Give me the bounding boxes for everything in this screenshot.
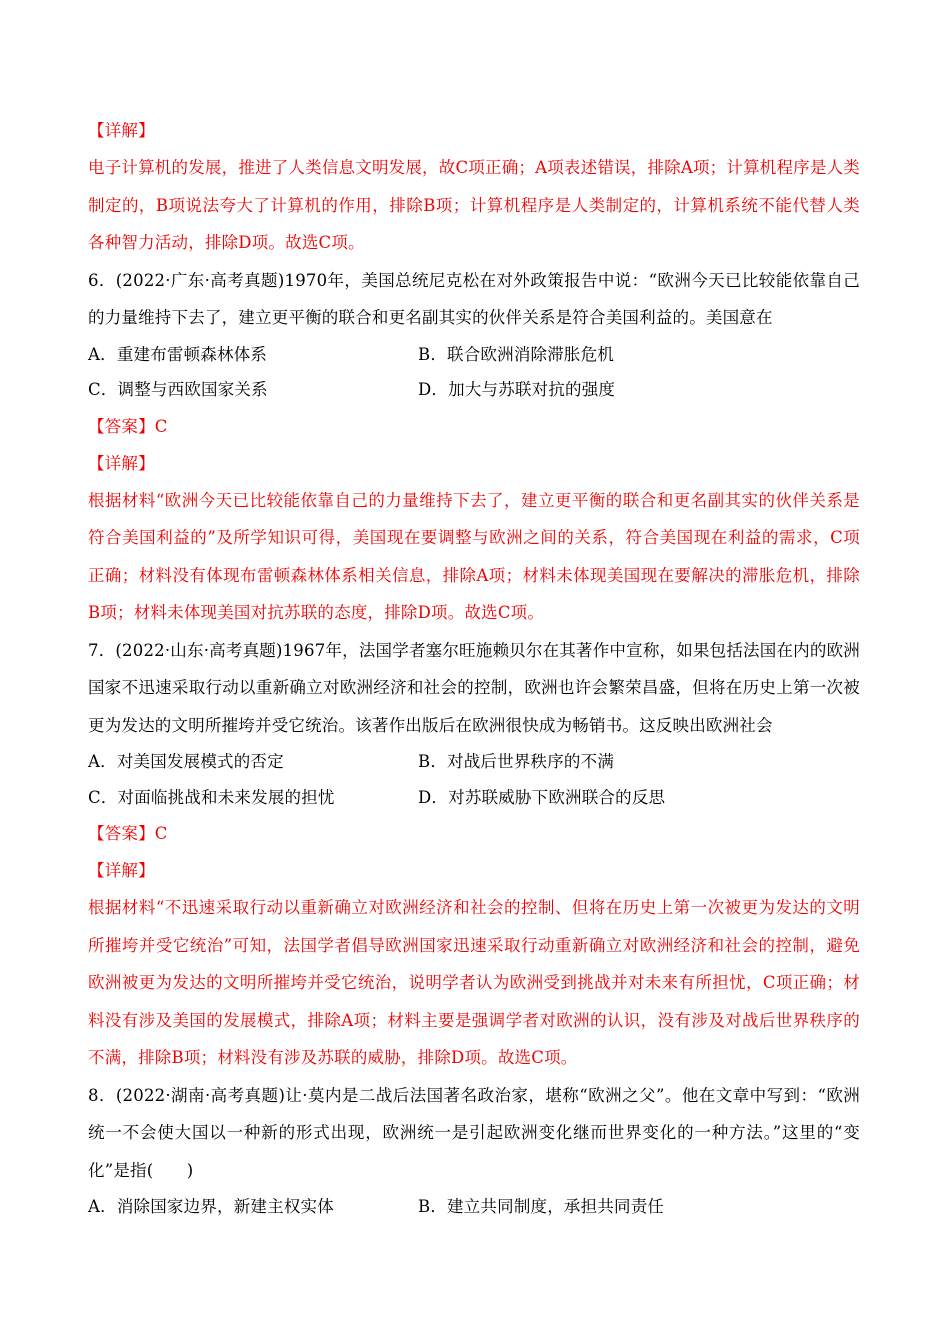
question-7-option-b: B．对战后世界秩序的不满	[418, 752, 615, 771]
question-7-answer: 【答案】C	[88, 824, 168, 843]
question-6-option-c: C．调整与西欧国家关系	[88, 380, 268, 399]
detail-text: 电子计算机的发展，推进了人类信息文明发展，故C项正确；A项表述错误，排除A项；计算机程序是人类制定的，B项说法夸大了计算机的作用，排除B项；计算机程序是人类制定的，计算机系统不能代替人类各种智力活动，排除D项。故选C项。	[88, 158, 860, 252]
question-6-options-row-1	[88, 337, 860, 373]
question-6-option-b: B．联合欧洲消除滞胀危机	[418, 344, 615, 364]
document-page	[88, 112, 860, 1225]
question-6-detail-label: 【详解】	[88, 453, 155, 473]
question-8-option-a: A．消除国家边界，新建主权实体	[88, 1197, 334, 1216]
detail-label: 【详解】	[88, 121, 155, 140]
question-6-detail-text: 根据材料“欧洲今天已比较能依靠自己的力量维持下去了，建立更平衡的联合和更名副其实的伙伴关系是符合美国利益的”及所学知识可得，美国现在要调整与欧洲之间的关系，符合美国现在利益的需求，C项正确；材料没有体现布雷顿森林体系相关信息，排除A项；材料未体现美国现在要解决的滞胀危机，排除B项；材料未体现美国对抗苏联的态度，排除D项。故选C项。	[88, 490, 860, 622]
question-7-stem: 7．(2022·山东·高考真题)1967年，法国学者塞尔旺施赖贝尔在其著作中宣称，如果包括法国在内的欧洲国家不迅速采取行动以重新确立对欧洲经济和社会的控制，欧洲也许会繁荣昌盛，但将在历史上第一次被更为发达的文明所摧垮并受它统治。该著作出版后在欧洲很快成为畅销书。这反映出欧洲社会	[88, 640, 860, 735]
question-7-option-c: C．对面临挑战和未来发展的担忧	[88, 787, 335, 807]
question-8-option-b: B．建立共同制度，承担共同责任	[418, 1197, 665, 1216]
question-8-stem: 8．(2022·湖南·高考真题)让·莫内是二战后法国著名政治家，堪称“欧洲之父”。他在文章中写到：“欧洲统一不会使大国以一种新的形式出现，欧洲统一是引起欧洲变化继而世界变化的一种方法。”这里的“变化”是指( )	[88, 1085, 860, 1180]
question-7-option-a: A．对美国发展模式的否定	[88, 752, 284, 771]
question-8-options-row-1	[88, 1189, 860, 1225]
question-7-options-row-2	[88, 780, 860, 816]
question-7-options-row-1	[88, 744, 860, 780]
question-6-option-a: A．重建布雷顿森林体系	[88, 344, 268, 364]
question-7-detail-text: 根据材料“不迅速采取行动以重新确立对欧洲经济和社会的控制、但将在历史上第一次被更为发达的文明所摧垮并受它统治”可知，法国学者倡导欧洲国家迅速采取行动重新确立对欧洲经济和社会的控制，避免欧洲被更为发达的文明所摧垮并受它统治，说明学者认为欧洲受到挑战并对未来有所担忧，C项正确；材料没有涉及美国的发展模式，排除A项；材料主要是强调学者对欧洲的认识，没有涉及对战后世界秩序的不满，排除B项；材料没有涉及苏联的威胁，排除D项。故选C项。	[88, 898, 860, 1067]
question-6-answer: 【答案】C	[88, 416, 168, 436]
question-6-options-row-2	[88, 372, 860, 408]
question-6-stem: 6．(2022·广东·高考真题)1970年，美国总统尼克松在对外政策报告中说：“欧洲今天已比较能依靠自己的力量维持下去了，建立更平衡的联合和更名副其实的伙伴关系是符合美国利益的。美国意在	[88, 270, 860, 327]
question-6-option-d: D．加大与苏联对抗的强度	[418, 380, 616, 399]
question-7-option-d: D．对苏联威胁下欧洲联合的反思	[418, 787, 666, 807]
question-7-detail-label: 【详解】	[88, 861, 155, 880]
